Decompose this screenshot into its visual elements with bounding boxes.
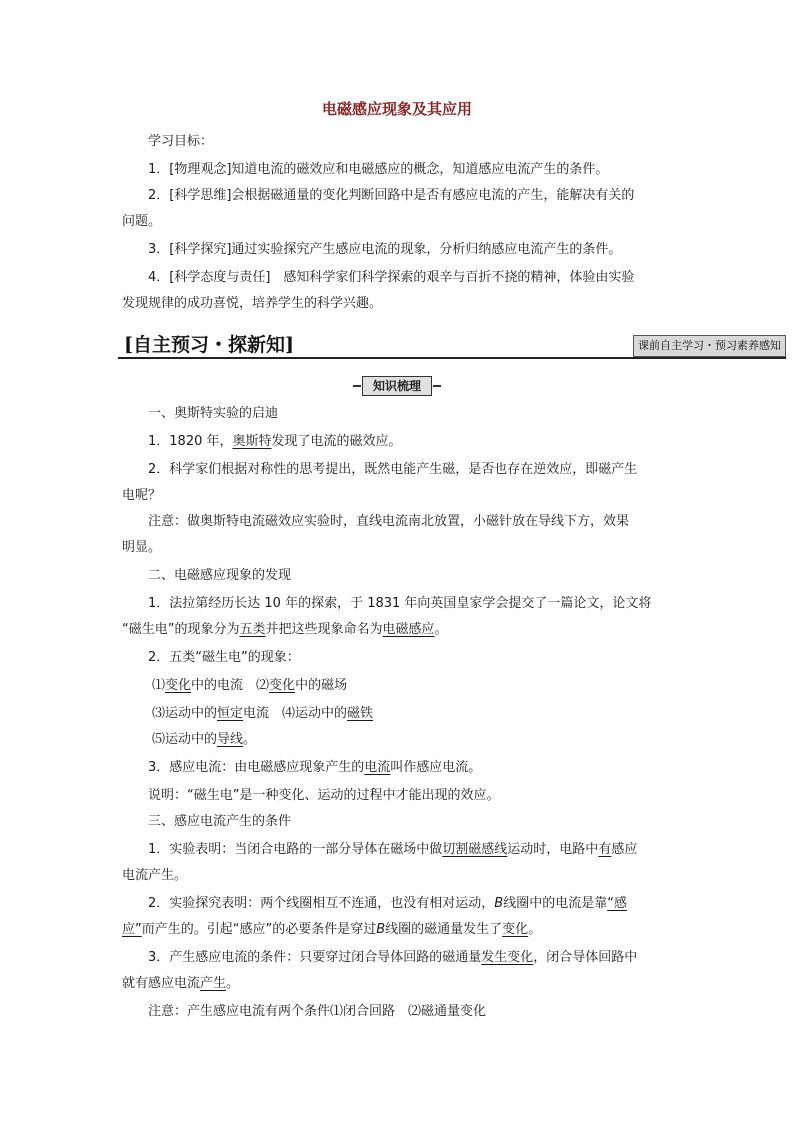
answer-blank: 恒定	[217, 706, 244, 721]
part1-note: 明显。	[122, 540, 162, 555]
part3-paragraph: 3．产生感应电流的条件：只要穿过闭合导体回路的磁通量发生变化，闭合导体回路中	[148, 950, 638, 965]
objective-item: 问题。	[122, 214, 162, 229]
objective-item: 1．[物理观念]知道电流的磁效应和电磁感应的概念，知道感应电流产生的条件。	[148, 162, 609, 177]
part3-heading: 三、感应电流产生的条件	[148, 814, 292, 829]
section-bar	[118, 330, 786, 356]
answer-blank: 应”	[122, 922, 142, 937]
answer-blank: 磁铁	[347, 706, 374, 721]
answer-blank: 五类	[239, 622, 266, 637]
answer-blank: “感	[607, 896, 627, 911]
part1-paragraph: 电呢？	[122, 488, 162, 503]
answer-blank: 电磁感应	[382, 622, 435, 637]
answer-blank: 切割磁感线	[442, 842, 508, 857]
part1-note: 注意：做奥斯特电流磁效应实验时，直线电流南北放置，小磁针放在导线下方，效果	[148, 514, 630, 529]
part2-explanation: 说明：“磁生电”是一种变化、运动的过程中才能出现的效应。	[148, 788, 500, 803]
list-item: ⑸运动中的导线。	[152, 732, 257, 747]
objective-item: 4．[科学态度与责任] 感知科学家们科学探索的艰辛与百折不挠的精神，体验由实验	[148, 270, 635, 285]
knowledge-box-title-wrap	[0, 375, 794, 396]
answer-blank: 奥斯特	[232, 434, 272, 449]
section-heading: [自主预习・探新知]	[124, 334, 294, 356]
answer-blank: 导线	[217, 732, 244, 747]
answer-blank: 变化	[502, 922, 529, 937]
part3-paragraph: 1．实验表明：当闭合电路的一部分导体在磁场中做切割磁感线运动时，电路中有感应	[148, 842, 638, 857]
answer-blank: 产生	[200, 976, 227, 991]
answer-blank: 有	[598, 842, 612, 857]
section-divider	[118, 357, 786, 359]
objective-item: 2．[科学思维]会根据磁通量的变化判断回路中是否有感应电流的产生，能解决有关的	[148, 188, 635, 203]
list-item: ⑴变化中的电流 ⑵变化中的磁场	[152, 678, 348, 693]
part2-paragraph: 3．感应电流：由电磁感应现象产生的电流叫作感应电流。	[148, 760, 482, 775]
section-tag: 课前自主学习・预习素养感知	[633, 335, 786, 357]
part3-paragraph: 就有感应电流产生。	[122, 976, 240, 991]
objective-item: 3．[科学探究]通过实验探究产生感应电流的现象，分析归纳感应电流产生的条件。	[148, 242, 622, 257]
part2-paragraph: 1．法拉第经历长达 10 年的探索，于 1831 年向英国皇家学会提交了一篇论文，论文将	[148, 596, 652, 611]
part3-paragraph: 应”而产生的。引起“感应”的必要条件是穿过B线圈的磁通量发生了变化。	[122, 922, 542, 937]
objective-item: 发现规律的成功喜悦，培养学生的科学兴趣。	[122, 296, 383, 311]
list-item: ⑶运动中的恒定电流 ⑷运动中的磁铁	[152, 706, 374, 721]
objectives-heading: 学习目标：	[148, 134, 214, 149]
part3-paragraph: 2．实验探究表明：两个线圈相互不连通，也没有相对运动，B线圈中的电流是靠“感	[148, 896, 627, 911]
part2-heading: 二、电磁感应现象的发现	[148, 568, 292, 583]
part1-paragraph: 1．1820 年，奥斯特发现了电流的磁效应。	[148, 434, 402, 449]
page-title: 电磁感应现象及其应用	[321, 100, 472, 118]
answer-blank: 电流	[364, 760, 391, 775]
part3-paragraph: 电流产生。	[122, 868, 188, 883]
answer-blank: 发生变化	[481, 950, 534, 965]
knowledge-box-title: 知识梳理	[362, 376, 432, 396]
answer-blank: 变化	[269, 678, 296, 693]
part1-paragraph: 2．科学家们根据对称性的思考提出，既然电能产生磁，是否也存在逆效应，即磁产生	[148, 462, 638, 477]
answer-blank: 变化	[165, 678, 192, 693]
part2-paragraph: “磁生电”的现象分为五类并把这些现象命名为电磁感应。	[122, 622, 448, 637]
part3-note: 注意：产生感应电流有两个条件⑴闭合回路 ⑵磁通量变化	[148, 1004, 487, 1019]
part1-heading: 一、奥斯特实验的启迪	[148, 406, 279, 421]
part2-paragraph: 2．五类“磁生电”的现象：	[148, 650, 300, 665]
